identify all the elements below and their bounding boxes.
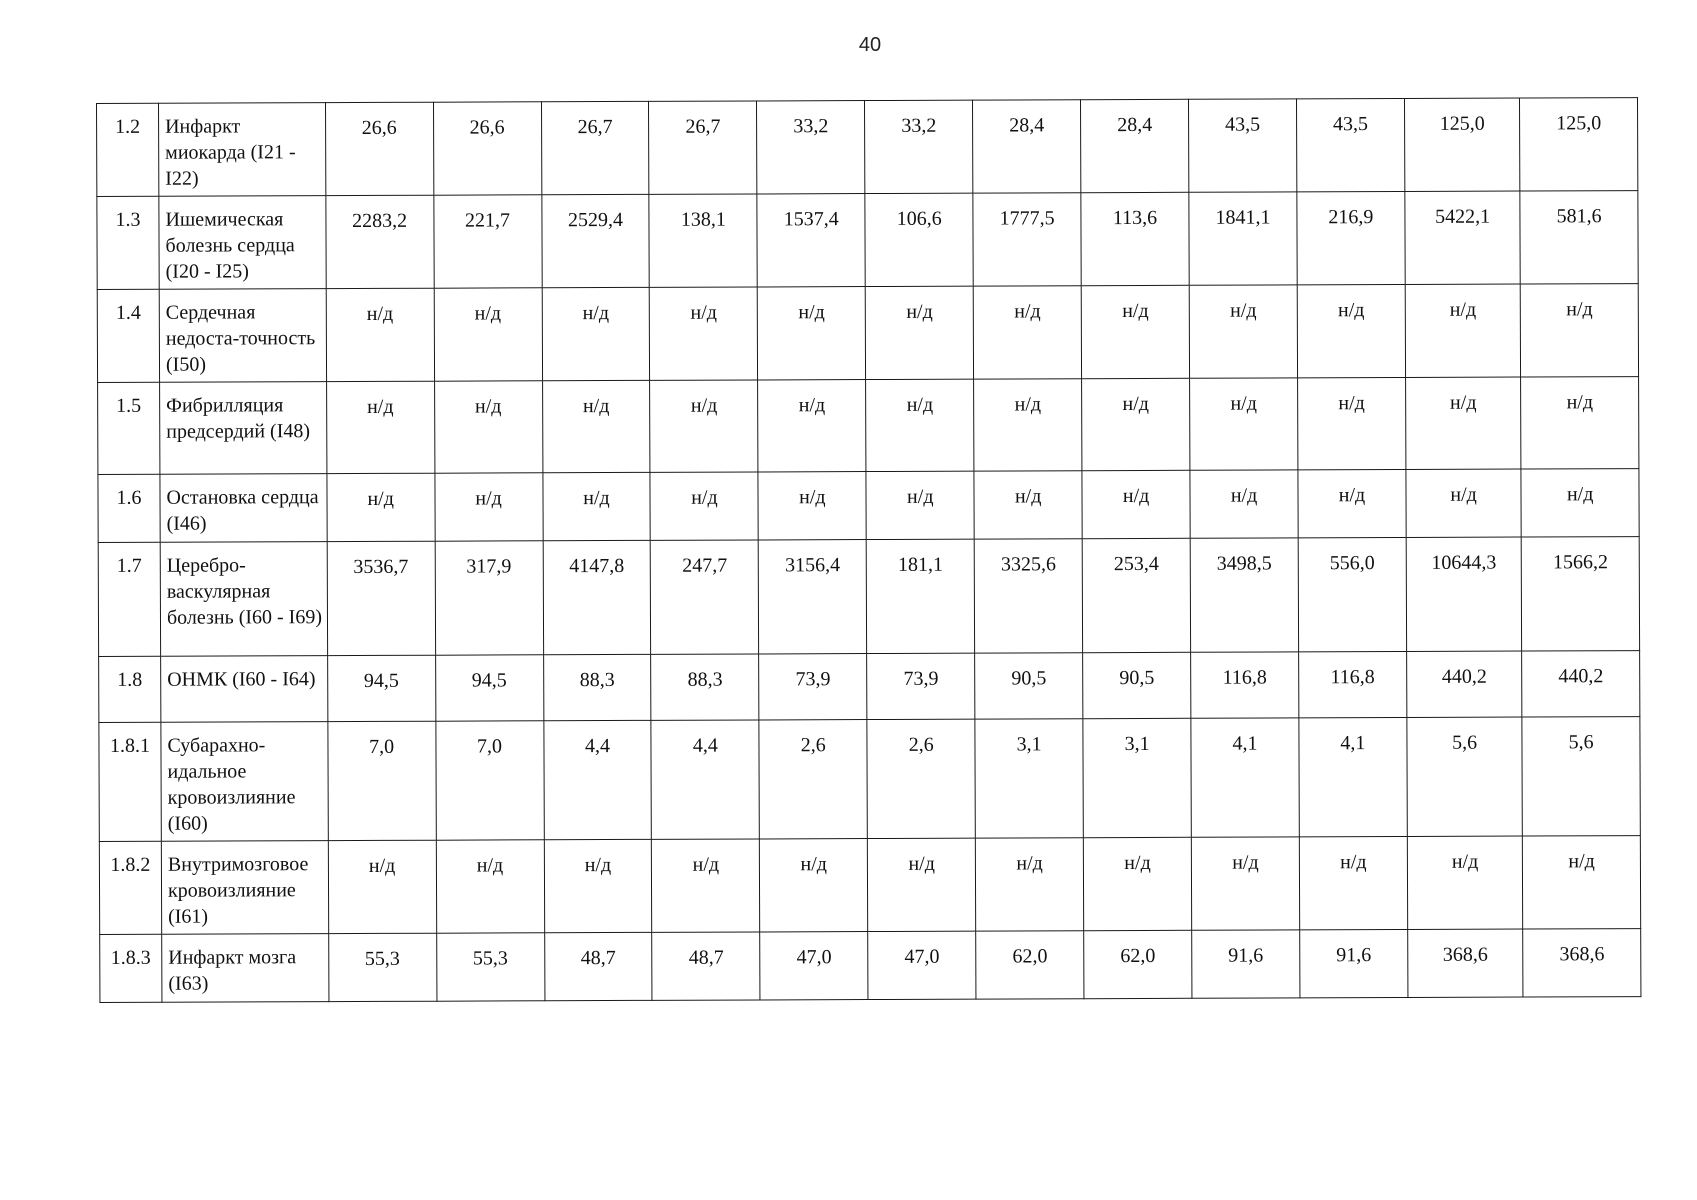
- value-cell: н/д: [434, 288, 542, 381]
- value-cell: 4,4: [543, 720, 651, 839]
- value-cell: 368,6: [1408, 929, 1524, 997]
- table-row: [100, 929, 1641, 1003]
- value-cell: н/д: [328, 840, 436, 933]
- value-cell: 1841,1: [1189, 192, 1297, 285]
- value-cell: н/д: [1190, 470, 1298, 538]
- value-cell: н/д: [434, 381, 542, 473]
- value-cell: 73,9: [759, 654, 867, 720]
- value-cell: н/д: [976, 838, 1084, 931]
- value-cell: 4147,8: [543, 540, 651, 654]
- value-cell: 181,1: [866, 539, 974, 653]
- value-cell: 94,5: [435, 655, 543, 721]
- value-cell: 48,7: [544, 932, 652, 1000]
- row-number-cell: 1.2: [97, 103, 159, 196]
- table-row: [97, 284, 1638, 383]
- value-cell: 43,5: [1296, 98, 1404, 191]
- value-cell: н/д: [758, 472, 866, 540]
- value-cell: 62,0: [1084, 930, 1192, 998]
- row-number-cell: 1.3: [97, 196, 159, 289]
- value-cell: 2,6: [867, 719, 975, 838]
- value-cell: н/д: [868, 838, 976, 931]
- value-cell: 7,0: [435, 721, 543, 840]
- row-number-cell: 1.8: [99, 656, 161, 722]
- value-cell: 91,6: [1300, 929, 1408, 997]
- value-cell: 26,6: [433, 102, 541, 195]
- value-cell: 3536,7: [327, 541, 435, 655]
- table-row: [97, 98, 1638, 197]
- value-cell: 1777,5: [973, 193, 1081, 286]
- value-cell: 3,1: [1083, 718, 1191, 837]
- value-cell: 5422,1: [1405, 191, 1521, 284]
- row-number-cell: 1.7: [98, 542, 160, 656]
- value-cell: н/д: [650, 287, 758, 380]
- value-cell: н/д: [326, 288, 434, 381]
- value-cell: н/д: [652, 839, 760, 932]
- row-number-cell: 1.6: [98, 474, 160, 542]
- value-cell: 4,1: [1299, 717, 1407, 836]
- indicator-name-cell: Ишемическая болезнь сердца (I20 - I25): [159, 196, 326, 290]
- value-cell: н/д: [758, 287, 866, 380]
- value-cell: н/д: [973, 286, 1081, 379]
- table-row: [99, 651, 1640, 723]
- value-cell: н/д: [1298, 377, 1406, 469]
- value-cell: 116,8: [1191, 652, 1299, 718]
- value-cell: 221,7: [433, 195, 541, 288]
- value-cell: 4,4: [651, 720, 759, 839]
- row-number-cell: 1.8.2: [99, 841, 161, 934]
- value-cell: 3,1: [975, 719, 1083, 838]
- value-cell: н/д: [1191, 837, 1299, 930]
- value-cell: 125,0: [1404, 98, 1520, 191]
- value-cell: 55,3: [436, 933, 544, 1001]
- indicator-name-cell: Остановка сердца (I46): [160, 474, 327, 543]
- value-cell: н/д: [1406, 469, 1522, 537]
- value-cell: н/д: [1405, 377, 1521, 469]
- value-cell: 116,8: [1299, 651, 1407, 717]
- value-cell: 5,6: [1407, 717, 1523, 836]
- value-cell: н/д: [1189, 285, 1297, 378]
- value-cell: 247,7: [651, 540, 759, 654]
- value-cell: 3498,5: [1190, 538, 1298, 652]
- value-cell: 368,6: [1523, 929, 1641, 997]
- indicator-name-cell: Инфаркт мозга (I63): [162, 934, 329, 1003]
- value-cell: 2,6: [759, 720, 867, 839]
- value-cell: н/д: [866, 379, 974, 471]
- value-cell: н/д: [1407, 836, 1523, 929]
- value-cell: н/д: [866, 471, 974, 539]
- value-cell: н/д: [1082, 470, 1190, 538]
- value-cell: н/д: [542, 380, 650, 472]
- value-cell: 88,3: [543, 654, 651, 720]
- value-cell: 62,0: [976, 931, 1084, 999]
- value-cell: 73,9: [867, 653, 975, 719]
- value-cell: н/д: [650, 472, 758, 540]
- value-cell: 10644,3: [1406, 537, 1522, 651]
- table-row: [99, 717, 1640, 842]
- value-cell: 48,7: [652, 932, 760, 1000]
- value-cell: н/д: [435, 473, 543, 541]
- value-cell: 3325,6: [974, 539, 1082, 653]
- value-cell: н/д: [1405, 284, 1521, 377]
- value-cell: 33,2: [865, 100, 973, 193]
- value-cell: 90,5: [1083, 652, 1191, 718]
- statistics-table: [96, 97, 1641, 1003]
- indicator-name-cell: ОНМК (I60 - I64): [161, 656, 328, 723]
- table-row: [98, 377, 1639, 475]
- value-cell: 28,4: [1081, 99, 1189, 192]
- value-cell: н/д: [974, 471, 1082, 539]
- value-cell: н/д: [436, 840, 544, 933]
- value-cell: 26,7: [649, 101, 757, 194]
- value-cell: н/д: [326, 381, 434, 473]
- value-cell: н/д: [1521, 377, 1639, 469]
- value-cell: 556,0: [1298, 537, 1406, 651]
- indicator-name-cell: Инфаркт миокарда (I21 - I22): [158, 103, 325, 197]
- table-row: [98, 469, 1639, 543]
- value-cell: н/д: [542, 472, 650, 540]
- value-cell: 47,0: [760, 932, 868, 1000]
- value-cell: 7,0: [328, 721, 436, 840]
- value-cell: 47,0: [868, 931, 976, 999]
- table-row: [97, 191, 1638, 290]
- value-cell: 2529,4: [541, 194, 649, 287]
- value-cell: н/д: [974, 379, 1082, 471]
- value-cell: 94,5: [327, 655, 435, 721]
- value-cell: н/д: [1521, 469, 1639, 537]
- value-cell: 90,5: [975, 653, 1083, 719]
- value-cell: 1566,2: [1521, 537, 1639, 651]
- indicator-name-cell: Фибрилляция предсердий (I48): [160, 382, 327, 475]
- row-number-cell: 1.4: [97, 289, 159, 382]
- value-cell: н/д: [1298, 469, 1406, 537]
- value-cell: н/д: [1190, 378, 1298, 470]
- page-number: 40: [858, 34, 882, 56]
- value-cell: н/д: [1082, 378, 1190, 470]
- value-cell: 138,1: [649, 194, 757, 287]
- value-cell: 26,6: [325, 102, 433, 195]
- indicator-name-cell: Внутримозговое кровоизлияние (I61): [161, 841, 328, 935]
- value-cell: 253,4: [1082, 538, 1190, 652]
- value-cell: 216,9: [1297, 191, 1405, 284]
- row-number-cell: 1.5: [98, 382, 160, 474]
- value-cell: н/д: [758, 380, 866, 472]
- row-number-cell: 1.8.1: [99, 722, 161, 841]
- value-cell: н/д: [1521, 284, 1639, 377]
- value-cell: 43,5: [1189, 99, 1297, 192]
- indicator-name-cell: Сердечная недоста-точность (I50): [159, 289, 326, 383]
- value-cell: 440,2: [1407, 651, 1523, 717]
- value-cell: 33,2: [757, 101, 865, 194]
- value-cell: 88,3: [651, 654, 759, 720]
- value-cell: н/д: [760, 839, 868, 932]
- value-cell: 91,6: [1192, 930, 1300, 998]
- value-cell: н/д: [1523, 836, 1641, 929]
- value-cell: 4,1: [1191, 718, 1299, 837]
- row-number-cell: 1.8.3: [100, 934, 162, 1002]
- value-cell: 440,2: [1522, 651, 1640, 717]
- value-cell: 317,9: [435, 541, 543, 655]
- value-cell: н/д: [1297, 284, 1405, 377]
- value-cell: н/д: [1299, 836, 1407, 929]
- value-cell: н/д: [865, 286, 973, 379]
- value-cell: 2283,2: [326, 195, 434, 288]
- value-cell: н/д: [650, 380, 758, 472]
- table-body: [97, 98, 1641, 1003]
- table-row: [98, 537, 1639, 657]
- indicator-name-cell: Субарахно-идальное кровоизлияние (I60): [161, 722, 328, 842]
- value-cell: н/д: [1081, 285, 1189, 378]
- value-cell: н/д: [544, 839, 652, 932]
- value-cell: н/д: [327, 473, 435, 541]
- value-cell: 5,6: [1522, 717, 1640, 836]
- statistics-table-container: [96, 97, 1641, 1003]
- indicator-name-cell: Церебро-васкулярная болезнь (I60 - I69): [160, 542, 327, 657]
- value-cell: 3156,4: [759, 540, 867, 654]
- value-cell: 581,6: [1520, 191, 1638, 284]
- value-cell: 106,6: [865, 193, 973, 286]
- value-cell: 28,4: [973, 100, 1081, 193]
- value-cell: 55,3: [328, 933, 436, 1001]
- value-cell: 125,0: [1520, 98, 1638, 191]
- value-cell: 1537,4: [757, 194, 865, 287]
- value-cell: н/д: [542, 287, 650, 380]
- table-row: [99, 836, 1640, 935]
- value-cell: 26,7: [541, 101, 649, 194]
- value-cell: 113,6: [1081, 192, 1189, 285]
- value-cell: н/д: [1083, 837, 1191, 930]
